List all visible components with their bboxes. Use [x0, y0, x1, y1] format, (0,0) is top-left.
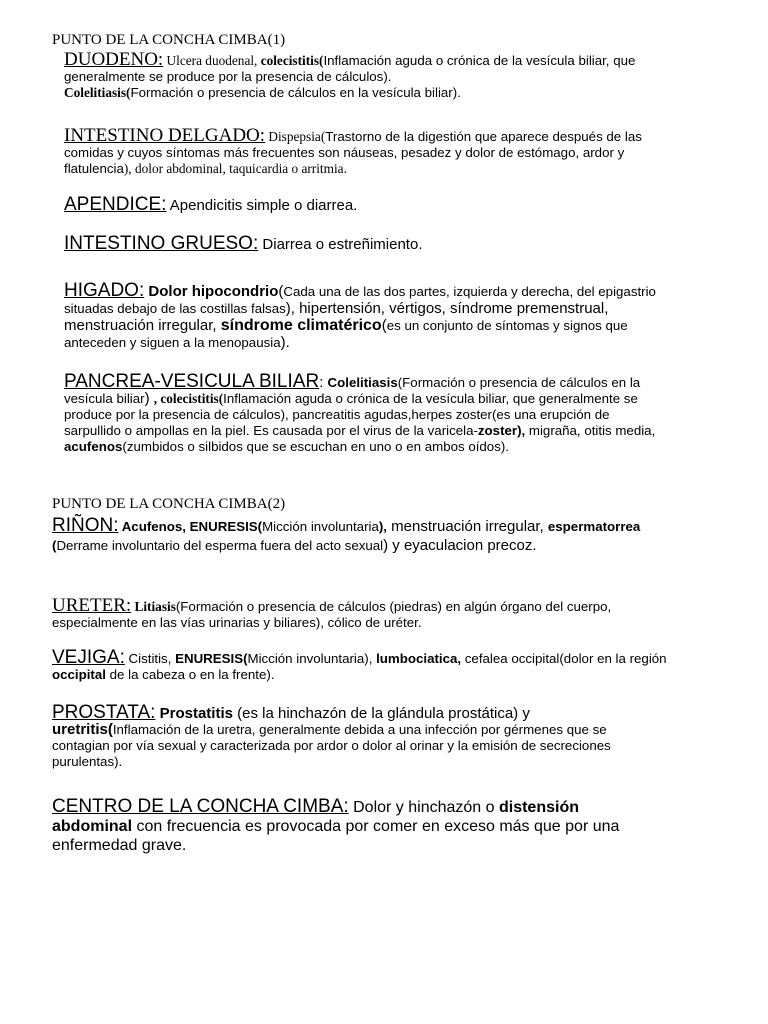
text: ), hipertensión, vértigos, síndrome premenstrual, menstruación irregular,	[64, 300, 609, 334]
text: Formación o presencia de cálculos en la vesícula biliar).	[130, 85, 461, 100]
text: (Formación o presencia de cálculos (piedras) en algún órgano del cuerpo, especialmente en las vías urinarias y biliares), cólico de uréter.	[52, 599, 612, 630]
text: )	[144, 390, 154, 407]
entry-intestino-delgado	[64, 125, 664, 177]
heading-apendice: APENDICE:	[64, 194, 167, 215]
text: Prostatitis	[155, 705, 233, 722]
text: Trastorno de la digestión que aparece después de las comidas y cuyos síntomas más frecuentes son náuseas, pesadez y dolor de estómago, ardor y flatulencia	[64, 129, 642, 176]
text: (	[381, 317, 387, 334]
entry-intestino-grueso	[64, 233, 664, 254]
text: ENURESIS(	[175, 651, 248, 666]
text: occipital	[52, 667, 106, 682]
heading-rinon: RIÑON:	[52, 515, 119, 536]
text: Litiasis	[131, 599, 176, 614]
text: Micción involuntaria),	[247, 651, 377, 666]
entry-rinon	[52, 516, 652, 555]
text: Dolor hipocondrio	[144, 283, 279, 300]
entry-centro	[52, 797, 652, 855]
text: Dispepsia(	[265, 129, 326, 144]
text: (es la hinchazón de la glándula prostática) y	[232, 705, 530, 722]
heading-ureter: URETER:	[52, 595, 132, 616]
entry-prostata	[52, 702, 662, 770]
entry-duodeno	[64, 49, 664, 101]
heading-pancrea-vesicula: PANCREA-VESICULA BILIAR	[64, 371, 320, 392]
text: con frecuencia es provocada por comer en exceso más que por una enfermedad grave.	[52, 818, 620, 854]
text: ).	[280, 334, 290, 351]
heading-duodeno: DUODENO:	[64, 49, 164, 70]
heading-intestino-delgado: INTESTINO DELGADO:	[64, 125, 266, 146]
text: Apendicitis simple o diarrea.	[166, 197, 358, 214]
heading-vejiga: VEJIGA:	[52, 647, 125, 668]
heading-centro: CENTRO DE LA CONCHA CIMBA:	[52, 796, 349, 817]
text: acufenos	[64, 439, 123, 454]
text: Diarrea o estreñimiento.	[258, 236, 423, 253]
text: ), dolor abdominal, taquicardia o arritmia.	[123, 161, 347, 176]
text: cefalea occipital(dolor en la región	[461, 651, 667, 666]
text: ),	[378, 519, 387, 534]
text: lumbociatica,	[376, 651, 462, 666]
text: :	[319, 374, 328, 391]
section-title-2: PUNTO DE LA CONCHA CIMBA(2)	[52, 496, 286, 512]
entry-vejiga	[52, 647, 667, 683]
text: (Formación o presencia de cálculos en la vesícula biliar	[64, 375, 641, 406]
text: Acufenos, ENURESIS(	[118, 519, 263, 534]
entry-ureter	[52, 595, 662, 631]
text: Micción involuntaria	[262, 519, 379, 534]
text: ) y eyaculacion precoz.	[383, 537, 537, 554]
text: Colelitiasis	[327, 375, 398, 390]
entry-pancrea-vesicula	[64, 371, 664, 455]
text: zoster),	[477, 423, 526, 438]
text: Inflamación de la uretra, generalmente debida a una infección por gérmenes que se contagian por vía sexual y caracterizada por ardor o dolor al orinar y la emisión de secreciones purulentas).	[52, 722, 611, 769]
text: Inflamación aguda o crónica de la vesícula biliar, que generalmente se produce por la presencia de cálculos).	[64, 53, 636, 84]
text: (zumbidos o silbidos que se escuchan en uno o en ambos oídos).	[122, 439, 509, 454]
text: síndrome climatérico	[220, 317, 382, 334]
entry-higado	[64, 282, 669, 351]
text: colecistitis(	[260, 53, 324, 68]
heading-prostata: PROSTATA:	[52, 702, 156, 723]
text: espermatorrea (	[52, 519, 641, 553]
text: Cada una de las dos partes, izquierda y derecha, del epigastrio situadas debajo de las costillas falsas	[64, 284, 656, 316]
text: es un conjunto de síntomas y signos que anteceden y siguen a la menopausia	[64, 318, 628, 350]
section-title-1: PUNTO DE LA CONCHA CIMBA(1)	[52, 32, 286, 48]
text: , colecistitis(	[153, 391, 224, 406]
text: migraña, otitis media,	[525, 423, 656, 438]
entry-apendice	[64, 194, 664, 215]
text: menstruación irregular,	[386, 518, 548, 535]
heading-higado: HIGADO:	[64, 280, 145, 301]
text: uretritis(	[52, 721, 113, 738]
text: Cistitis,	[124, 651, 176, 666]
text: Colelitiasis(	[64, 85, 131, 100]
heading-intestino-grueso: INTESTINO GRUESO:	[64, 233, 259, 254]
text: distensión abdominal	[52, 799, 579, 835]
text: de la cabeza o en la frente).	[105, 667, 275, 682]
text: Dolor y hinchazón o	[348, 799, 499, 816]
text: Ulcera duodenal,	[163, 53, 261, 68]
text: Inflamación aguda o crónica de la vesícula biliar, que generalmente se produce por la presencia de cálculos), pancreatitis agudas,herpes zoster(es una erupción de sarpullido o ampollas en la piel. Es causada por el virus de la varicela-	[64, 391, 638, 438]
text: (	[278, 283, 284, 300]
text: Derrame involuntario del esperma fuera del acto sexual	[56, 538, 384, 553]
